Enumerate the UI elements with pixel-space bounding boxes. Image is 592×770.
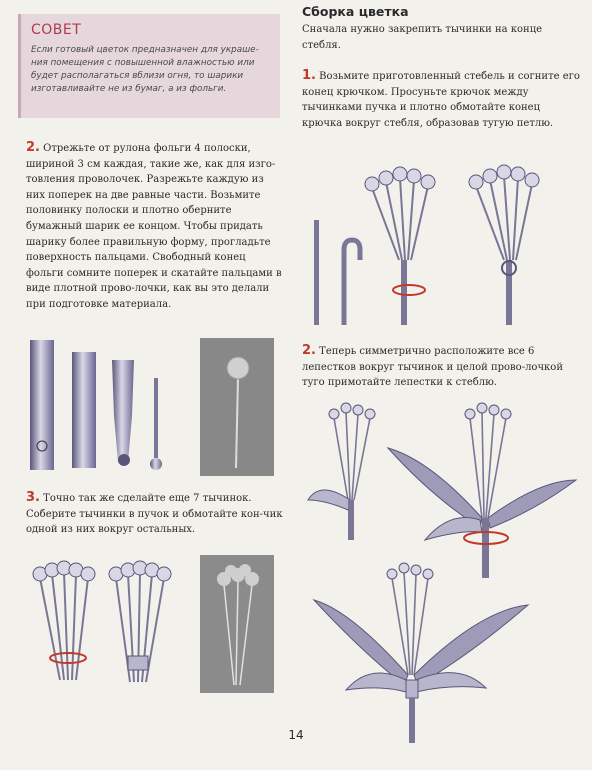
stamen-bundles-illustration (30, 560, 190, 690)
single-petal-stamen (308, 403, 375, 540)
step2-text: Отрежьте от рулона фольги 4 полоски, шириной 3 см каждая, такие же, как для изго-товления проволочек. Разрежьте каждую из них поперек на две равные части. Возьмите половинку полоски и плотно оберните бумажный шарик ее концом. Чтобы придать шарику более правильную форму, прогладьте поверхность пальцами. Свободный конец фольги сомните поперек и скатайте пальцами в виде плотной прово-лочки, как вы это делали при подготовке материала. (26, 143, 282, 310)
stamen-bundle-1 (33, 561, 95, 680)
stem-1 (314, 220, 319, 325)
foil-wire (154, 378, 158, 458)
hook-stem-illustration (304, 160, 584, 330)
assembly-step2-number: 2. (302, 343, 316, 358)
stamen-on-hook (365, 167, 435, 325)
advice-title: СОВЕТ (31, 22, 82, 38)
step2-number: 2. (26, 140, 40, 155)
assembly-title: Сборка цветка (302, 4, 409, 19)
hook-stem (344, 240, 360, 325)
foil-strip-2 (72, 352, 96, 468)
stamen-bundle-photo (200, 555, 274, 693)
assembly-step2-text: Теперь симметрично расположите все 6 лепестков вокруг тычинок и целой прово-лочкой туго примотайте лепестки к стеблю. (302, 346, 563, 389)
assembly-step2-block (302, 343, 582, 391)
step3-number: 3. (26, 490, 40, 505)
step3-block (26, 490, 284, 538)
stamen-photo (200, 338, 274, 476)
foil-strip-3 (112, 360, 134, 462)
step3-text: Точно так же сделайте еще 7 тычинок. Соберите тычинки в пучок и обмотайте кон-чик одной из них вокруг остальных. (26, 493, 283, 536)
assembly-step1-number: 1. (302, 68, 316, 83)
foil-ball (150, 458, 162, 470)
page-number: 14 (288, 728, 304, 742)
full-flower (314, 563, 528, 743)
assembly-intro: Сначала нужно закрепить тычинки на конце стебля. (302, 24, 543, 51)
assembly-step1-text: Возьмите приготовленный стебель и согните его конец крючком. Просуньте крючок между тычинками пучка и плотно обмотайте конец крючка вокруг стебля, образовав тугую петлю. (302, 71, 580, 129)
stamen-tied (469, 165, 539, 325)
assembly-step1-block (302, 68, 582, 131)
petals-assembly-illustration (300, 400, 590, 745)
paper-ball-3 (118, 454, 130, 466)
step2-block (26, 140, 284, 313)
stamen-bundle-2 (109, 561, 171, 682)
foil-strips-illustration (24, 336, 194, 476)
half-flower (388, 403, 576, 578)
advice-box (18, 14, 280, 118)
advice-text: Если готовый цветок предназначен для украше-ния помещения с повышенной влажностью или будет располагаться вблизи огня, то шарики изготавливайте не из бумаг, а из фольги. (31, 45, 259, 94)
